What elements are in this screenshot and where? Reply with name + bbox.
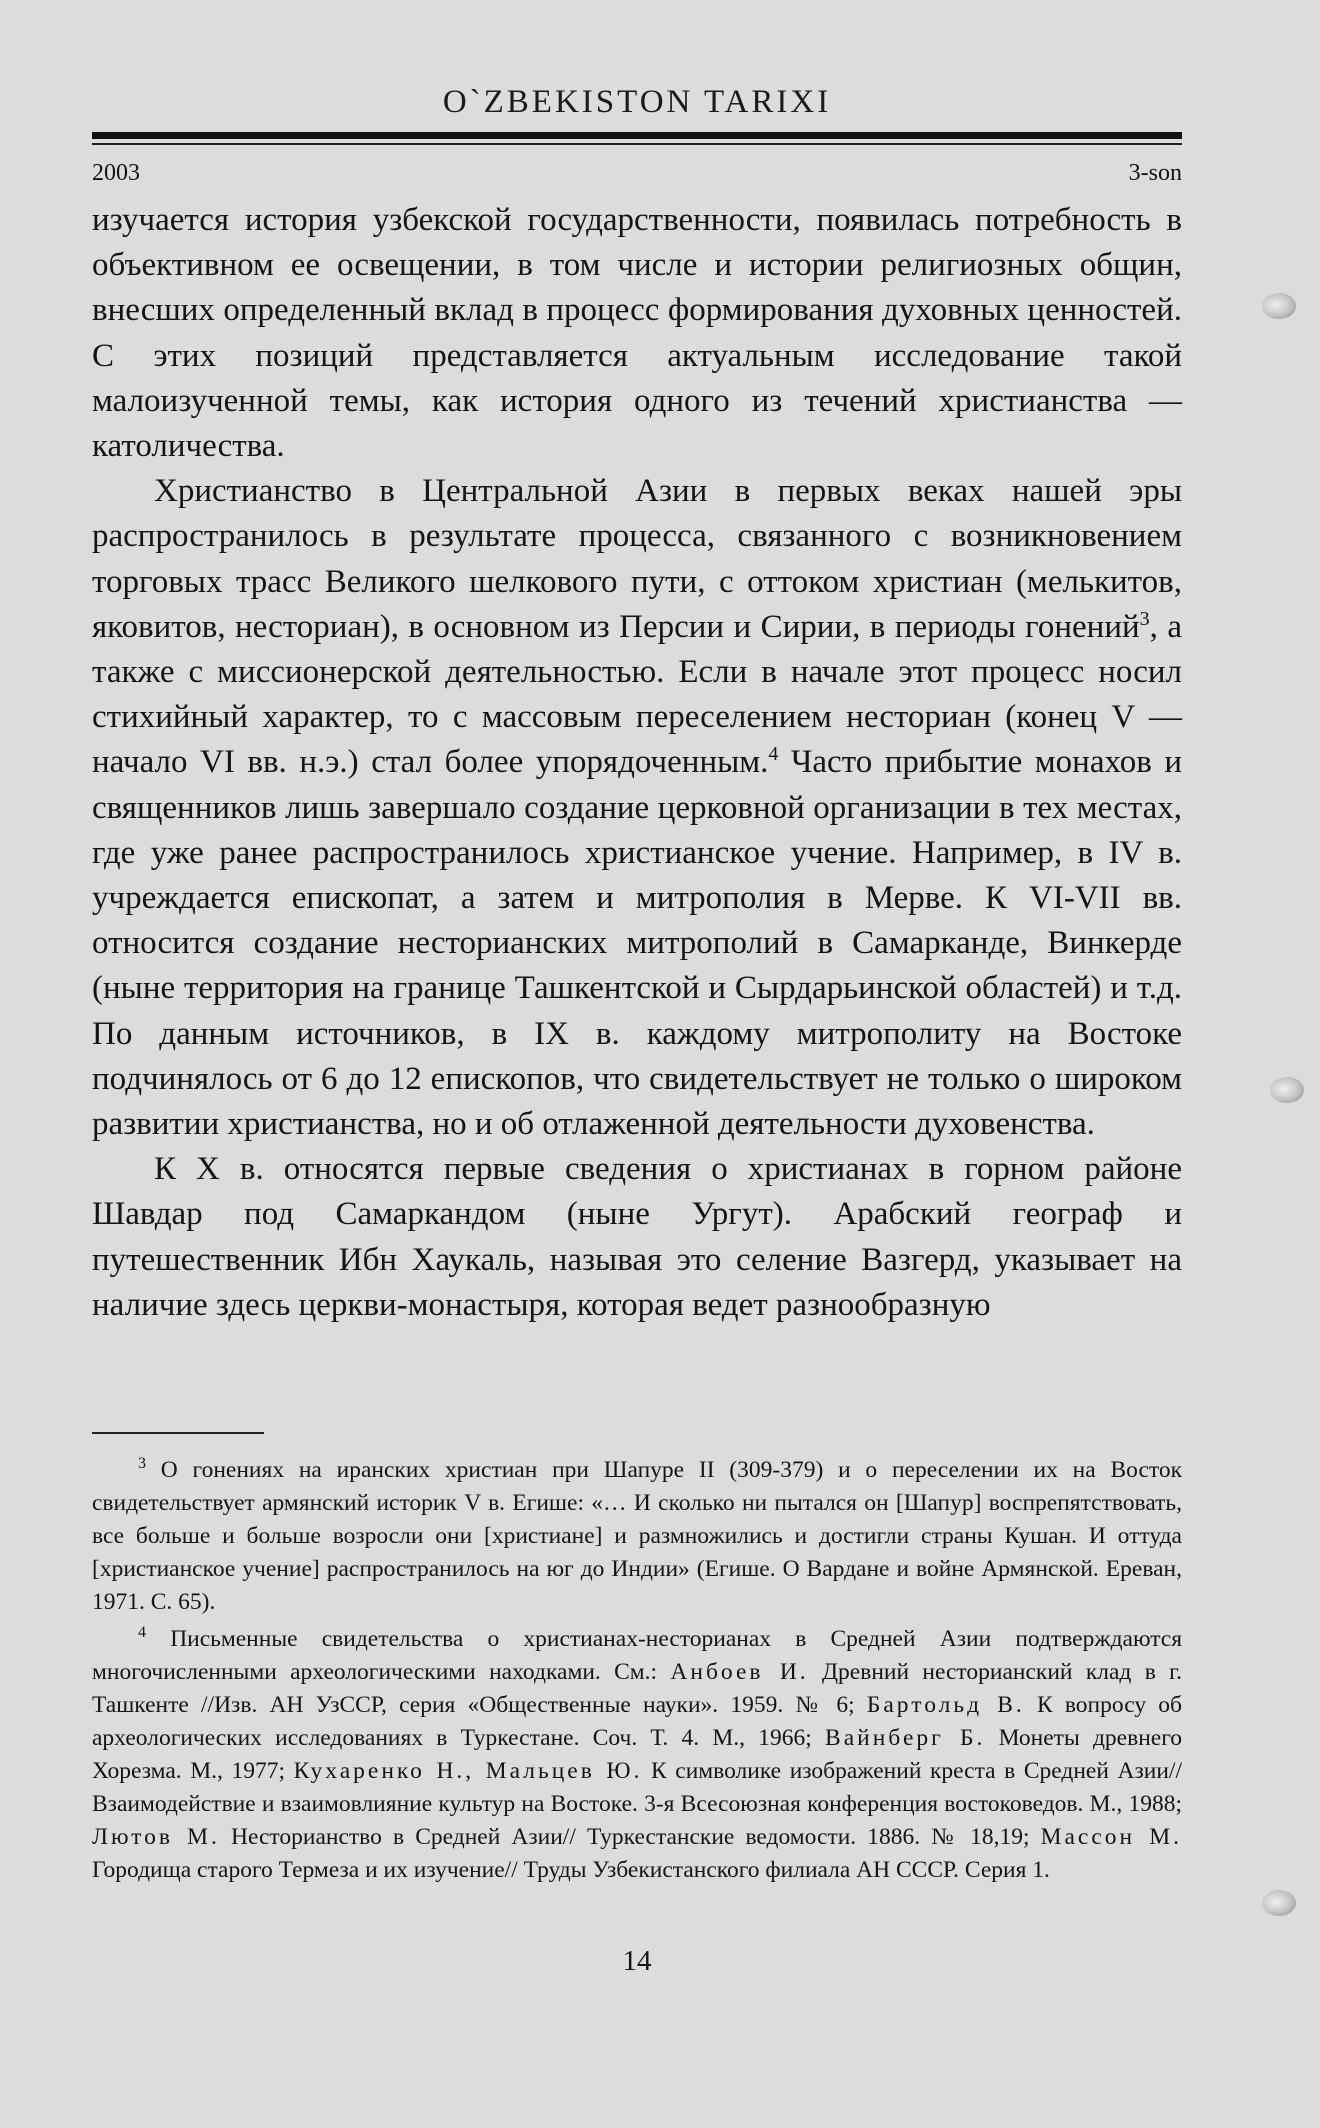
paragraph-2-part-3: Часто прибытие монахов и священников лишь завершало создание церковной организации в тех местах, где уже ранее распространилось христианское учение. Например, в IV в. учреждается епископат, а затем и митрополия в Мерве. К VI-VII вв. относится создание несторианских митрополий в Самарканде, Винкерде (ныне территория на границе Ташкентской и Сырдарьинской областей) и т.д. По данным источников, в IX в. каждому митрополиту на Востоке подчинялось от 6 до 12 епископов, что свидетельствует не только о широком развитии христианства, но и об отлаженной деятельности духовенства. — [92, 744, 1182, 1143]
paragraph-2-part-2: , а также с миссионерской деятельностью. Если в начале этот процесс носил стихийный характер, то с массовым переселением несториан (конец V — начало VI вв. н.э.) стал более упорядоченным. — [92, 608, 1182, 781]
footnote-text: О гонениях на иранских христиан при Шапуре II (309-379) и о переселении их на Восток свидетельствует армянский историк V в. Егише: «… И сколько ни пытался он [Шапур] воспрепятствовать, все больше и больше возросли они [христиане] и размножились и достигли страны Кушан. И оттуда [христианское учение] распространилось на юг до Индии» (Егише. О Вардане и войне Армянской. Ереван, 1971. С. 65). — [92, 1457, 1183, 1615]
footnote-text: К символике изображений креста в Средней Азии// Взаимодействие и взаимовлияние культур на Востоке. 3-я Всесоюзная конференция востоковедов. М., 1988; — [92, 1758, 1182, 1817]
punch-hole — [1262, 1890, 1296, 1916]
cited-author: Анбоев И. — [670, 1659, 809, 1685]
header-rule-thick — [92, 132, 1182, 139]
footnote-3 — [92, 1454, 1182, 1619]
footnote-number: 3 — [138, 1455, 146, 1473]
footnote-number: 4 — [138, 1624, 146, 1642]
cited-author: Кухаренко Н., Мальцев Ю. — [293, 1758, 643, 1784]
punch-hole — [1262, 293, 1296, 319]
footnote-ref-3[interactable]: 3 — [1139, 607, 1150, 630]
footnote-text: Письменные свидетельства о христианах-несторианах в Средней Азии подтверждаются многочисленными археологическими находками. См.: — [92, 1626, 1183, 1685]
footnote-text: Городища старого Термеза и их изучение// Труды Узбекистанского филиала АН СССР. Серия 1. — [92, 1857, 1050, 1883]
footnote-4 — [92, 1623, 1182, 1887]
cited-author: Массон М. — [1040, 1824, 1182, 1850]
footnote-text: Монеты древнего Хорезма. М., 1977; — [92, 1725, 1183, 1784]
paragraph-2 — [92, 469, 1182, 1147]
footnote-separator — [92, 1432, 264, 1434]
paragraph-1: изучается история узбекской государственности, появилась потребность в объективном ее освещении, в том числе и истории религиозных общин, внесших определенный вклад в процесс формирования духовных ценностей. С этих позиций представляется актуальным исследование такой малоизученной темы, как история одного из течений христианства — католичества. — [92, 202, 1182, 465]
page-number: 14 — [622, 1945, 652, 1977]
footnotes — [92, 1454, 1182, 1891]
cited-author: Бартольд В. — [866, 1692, 1025, 1718]
footnote-text: К вопросу об археологических исследованиях в Туркестане. Соч. Т. 4. М., 1966; — [92, 1692, 1182, 1751]
header-rule-thin — [92, 143, 1182, 145]
footnote-text: Древний несторианский клад в г. Ташкенте //Изв. АН УзССР, серия «Общественные науки». 1959. № 6; — [92, 1659, 1182, 1718]
article-body — [92, 198, 1182, 1328]
issue-number: 3-son — [1128, 160, 1182, 186]
footnote-text: Несторианство в Средней Азии// Туркестанские ведомости. 1886. № 18,19; — [219, 1824, 1041, 1850]
cited-author: Вайнберг Б. — [825, 1725, 986, 1751]
paragraph-2-part-1: Христианство в Центральной Азии в первых веках нашей эры распространилось в результате процесса, связанного с возникновением торговых трасс Великого шелкового пути, с оттоком христиан (мелькитов, яковитов, несториан), в основном из Персии и Сирии, в периоды гонений — [92, 473, 1182, 645]
punch-hole — [1270, 1077, 1304, 1103]
paragraph-3: К X в. относятся первые сведения о христианах в горном районе Шавдар под Самаркандом (ныне Ургут). Арабский географ и путешественник Ибн Хаукаль, называя это селение Вазгерд, указывает на наличие здесь церкви-монастыря, которая ведет разнообразную — [92, 1151, 1182, 1323]
issue-year: 2003 — [92, 160, 140, 186]
footnote-ref-4[interactable]: 4 — [768, 743, 779, 766]
journal-title: O`ZBEKISTON TARIXI — [442, 84, 832, 120]
cited-author: Лютов М. — [92, 1824, 220, 1850]
